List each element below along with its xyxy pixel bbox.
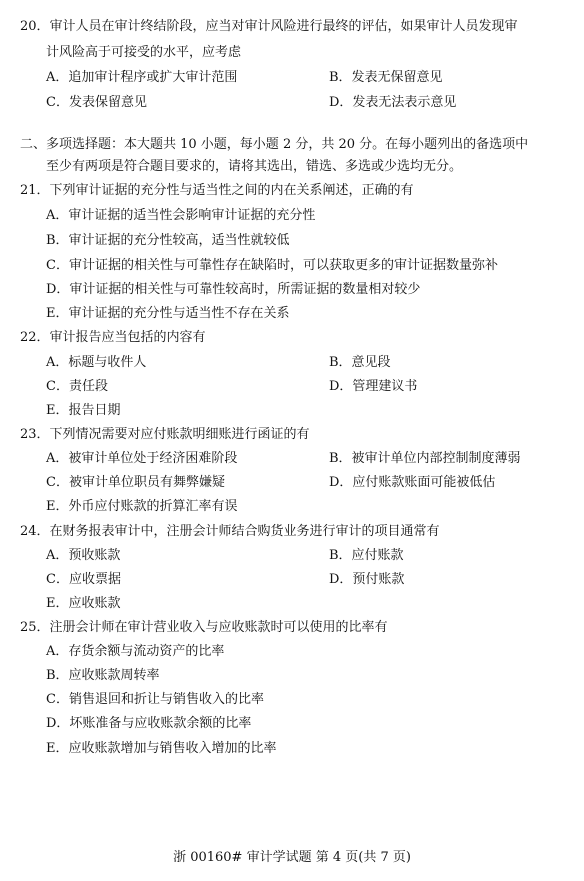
q25-option-c: C．销售退回和折让与销售收入的比率 bbox=[46, 692, 264, 707]
q21-stem: 21．下列审计证据的充分性与适当性之间的内在关系阐述，正确的有 bbox=[20, 183, 414, 198]
q23-option-d: D．应付账款账面可能被低估 bbox=[329, 475, 496, 490]
q24-option-a: A．预收账款 bbox=[46, 548, 121, 563]
q22-stem: 22．审计报告应当包括的内容有 bbox=[20, 330, 206, 345]
section2-line1: 二、多项选择题：本大题共 10 小题，每小题 2 分，共 20 分。在每小题列出的备选项中 bbox=[20, 137, 529, 152]
q25-option-d: D．坏账准备与应收账款余额的比率 bbox=[46, 716, 252, 731]
q22-option-e: E．报告日期 bbox=[46, 403, 121, 418]
q21-option-d: D．审计证据的相关性与可靠性较高时，所需证据的数量相对较少 bbox=[46, 282, 421, 297]
q20-option-b: B．发表无保留意见 bbox=[329, 70, 443, 85]
q22-option-c: C．责任段 bbox=[46, 379, 108, 394]
q23-option-c: C．被审计单位职员有舞弊嫌疑 bbox=[46, 475, 225, 490]
q22-option-a: A．标题与收件人 bbox=[46, 355, 147, 370]
section2-line2: 至少有两项是符合题目要求的，请将其选出，错选、多选或少选均无分。 bbox=[46, 159, 463, 174]
q22-option-d: D．管理建议书 bbox=[329, 379, 418, 394]
q24-option-b: B．应付账款 bbox=[329, 548, 404, 563]
q23-option-b: B．被审计单位内部控制制度薄弱 bbox=[329, 451, 521, 466]
q24-option-c: C．应收票据 bbox=[46, 572, 121, 587]
q24-option-d: D．预付账款 bbox=[329, 572, 405, 587]
q21-option-b: B．审计证据的充分性较高，适当性就较低 bbox=[46, 233, 290, 248]
q20-stem-line2: 计风险高于可接受的水平，应考虑 bbox=[46, 45, 242, 60]
q21-option-e: E．审计证据的充分性与适当性不存在关系 bbox=[46, 306, 290, 321]
q23-stem: 23．下列情况需要对应付账款明细账进行函证的有 bbox=[20, 427, 310, 442]
q24-option-e: E．应收账款 bbox=[46, 596, 121, 611]
q21-option-c: C．审计证据的相关性与可靠性存在缺陷时，可以获取更多的审计证据数量弥补 bbox=[46, 258, 498, 273]
q24-stem: 24．在财务报表审计中，注册会计师结合购货业务进行审计的项目通常有 bbox=[20, 524, 440, 539]
q20-option-a: A．追加审计程序或扩大审计范围 bbox=[46, 70, 238, 85]
q25-option-a: A．存货余额与流动资产的比率 bbox=[46, 644, 225, 659]
q22-option-b: B．意见段 bbox=[329, 355, 391, 370]
q25-option-e: E．应收账款增加与销售收入增加的比率 bbox=[46, 741, 277, 756]
q20-stem-line1: 20．审计人员在审计终结阶段，应当对审计风险进行最终的评估，如果审计人员发现审 bbox=[20, 19, 518, 34]
page-footer: 浙 00160# 审计学试题 第 4 页(共 7 页) bbox=[173, 850, 411, 865]
q25-option-b: B．应收账款周转率 bbox=[46, 668, 160, 683]
q23-option-e: E．外币应付账款的折算汇率有误 bbox=[46, 499, 238, 514]
q20-option-d: D．发表无法表示意见 bbox=[329, 95, 457, 110]
q21-option-a: A．审计证据的适当性会影响审计证据的充分性 bbox=[46, 208, 316, 223]
q23-option-a: A．被审计单位处于经济困难阶段 bbox=[46, 451, 238, 466]
q25-stem: 25．注册会计师在审计营业收入与应收账款时可以使用的比率有 bbox=[20, 620, 388, 635]
q20-option-c: C．发表保留意见 bbox=[46, 95, 147, 110]
